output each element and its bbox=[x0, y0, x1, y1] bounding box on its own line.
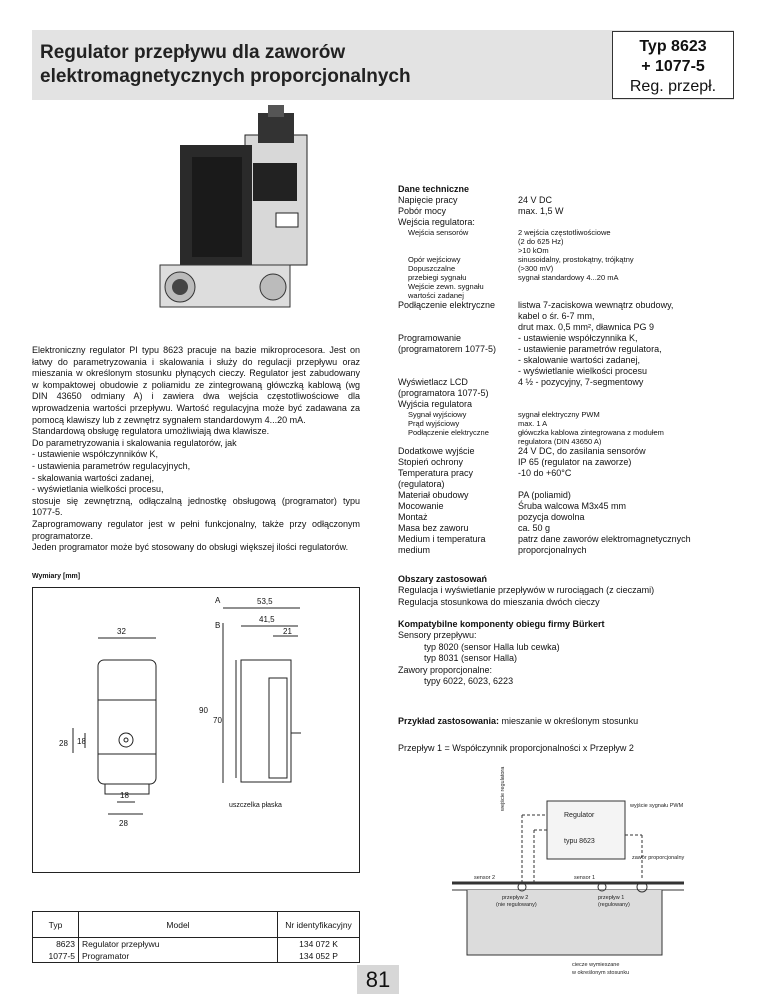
spec-label: Stopień ochrony bbox=[398, 457, 464, 467]
spec-label bbox=[398, 246, 518, 255]
col-typ: Typ bbox=[33, 912, 79, 938]
application-diagram bbox=[452, 766, 685, 980]
spec-row bbox=[398, 428, 738, 437]
diagram-mixb: w określonym stosunku bbox=[572, 970, 630, 976]
spec-row bbox=[398, 410, 738, 419]
diagram-type: typu 8623 bbox=[564, 838, 595, 845]
spec-value: sinusoidalny, prostokątny, trójkątny bbox=[518, 255, 634, 264]
spec-value: -10 do +60°C bbox=[518, 468, 572, 478]
applications: Obszary zastosowań Regulacja i wyświetlanie przepływów w rurociągach (z cieczami) Regulacja stosunkowa do mieszania dwóch cieczy bbox=[398, 574, 655, 607]
gasket-label: uszczelka płaska bbox=[229, 802, 282, 809]
spec-label: Temperatura pracy bbox=[398, 468, 474, 478]
spec-row bbox=[398, 333, 738, 344]
dim-28v: 28 bbox=[59, 739, 68, 748]
spec-value bbox=[518, 217, 738, 228]
compatible-components: Kompatybilne komponenty obiegu firmy Bürkert Sensory przepływu: typ 8020 (sensor Halla lub cewka) typ 8031 (sensor Halla) Zawory proporcjonalne: typy 6022, 6023, 6223 bbox=[398, 619, 605, 687]
dim-90: 90 bbox=[199, 706, 208, 715]
diagram-flow2b: (nie regulowany) bbox=[496, 902, 537, 908]
dim-28h: 28 bbox=[119, 819, 128, 828]
spec-row bbox=[398, 300, 738, 311]
spec-row bbox=[398, 273, 738, 282]
spec-row bbox=[398, 377, 738, 388]
spec-value: PA (poliamid) bbox=[518, 490, 571, 500]
diagram-sensor1: sensor 1 bbox=[574, 875, 596, 881]
spec-label bbox=[398, 366, 518, 377]
spec-row bbox=[398, 322, 738, 333]
spec-value bbox=[518, 388, 738, 399]
spec-label: Prąd wyjściowy bbox=[408, 419, 460, 428]
spec-label: Wejście zewn. sygnału bbox=[408, 282, 484, 291]
spec-value: 2 wejścia częstotliwościowe bbox=[518, 228, 611, 237]
spec-value: kabel o śr. 6-7 mm, bbox=[518, 311, 595, 321]
spec-value bbox=[518, 479, 738, 490]
spec-value: 24 V DC, do zasilania sensorów bbox=[518, 446, 646, 456]
dimension-drawing-box bbox=[32, 587, 360, 873]
spec-label: (regulatora) bbox=[398, 479, 445, 489]
spec-row bbox=[398, 512, 738, 523]
spec-value: max. 1 A bbox=[518, 419, 548, 428]
spec-value: proporcjonalnych bbox=[518, 545, 587, 555]
spec-row bbox=[398, 479, 738, 490]
dim-53: 53,5 bbox=[257, 597, 273, 606]
spec-row bbox=[398, 282, 738, 291]
spec-row bbox=[398, 457, 738, 468]
spec-row bbox=[398, 195, 738, 206]
spec-row bbox=[398, 490, 738, 501]
dim-label-B: B bbox=[215, 621, 221, 630]
spec-value: max. 1,5 W bbox=[518, 206, 564, 216]
spec-value bbox=[518, 291, 738, 300]
spec-label: Dodatkowe wyjście bbox=[398, 446, 475, 456]
col-model: Model bbox=[79, 912, 278, 938]
spec-label: Masa bez zaworu bbox=[398, 523, 469, 533]
dim-18h: 18 bbox=[120, 791, 129, 800]
spec-label: wartości zadanej bbox=[408, 291, 464, 300]
spec-label: medium bbox=[398, 545, 431, 555]
spec-value bbox=[518, 282, 738, 291]
spec-value: główczka kablowa zintegrowana z modułem bbox=[518, 428, 664, 437]
spec-label: Programowanie bbox=[398, 333, 462, 343]
spec-row bbox=[398, 388, 738, 399]
dim-70: 70 bbox=[213, 716, 222, 725]
spec-value: listwa 7-zaciskowa wewnątrz obudowy, bbox=[518, 300, 674, 310]
diagram-output: wyjście sygnału PWM bbox=[630, 803, 684, 809]
dim-41: 41,5 bbox=[259, 615, 275, 624]
dimension-drawing bbox=[33, 588, 359, 872]
spec-value: (>300 mV) bbox=[518, 264, 554, 273]
ratio-formula: Przepływ 1 = Współczynnik proporcjonalności x Przepływ 2 bbox=[398, 743, 634, 753]
spec-row bbox=[398, 255, 738, 264]
diagram-regulator: Regulator bbox=[564, 812, 595, 819]
spec-label bbox=[398, 437, 518, 446]
spec-row bbox=[398, 311, 738, 322]
dim-label-A: A bbox=[215, 596, 221, 605]
spec-row bbox=[398, 206, 738, 217]
spec-value: - skalowanie wartości zadanej, bbox=[518, 355, 641, 365]
spec-label: (programatora 1077-5) bbox=[398, 388, 489, 398]
spec-value: sygnał elektryczny PWM bbox=[518, 410, 600, 419]
spec-label bbox=[398, 322, 518, 333]
page-number: 81 bbox=[357, 965, 399, 994]
spec-value: - wyświetlanie wielkości procesu bbox=[518, 366, 648, 376]
spec-row bbox=[398, 246, 738, 255]
application-example: Przykład zastosowania: mieszanie w określonym stosunku bbox=[398, 716, 639, 726]
specs-heading: Dane techniczne bbox=[398, 184, 470, 194]
spec-row bbox=[398, 501, 738, 512]
spec-row bbox=[398, 264, 738, 273]
spec-value: pozycja dowolna bbox=[518, 512, 585, 522]
spec-value: drut max. 0,5 mm², dławnica PG 9 bbox=[518, 322, 655, 332]
diagram-mix: ciecze wymieszane bbox=[572, 962, 620, 968]
spec-value: regulatora (DIN 43650 A) bbox=[518, 437, 602, 446]
spec-label: Dopuszczalne bbox=[408, 264, 456, 273]
spec-label: Wyjścia regulatora bbox=[398, 399, 472, 409]
diagram-flow1b: (regulowany) bbox=[598, 902, 630, 908]
table-row: 1077-5 Programator 134 052 P bbox=[33, 950, 360, 963]
spec-label bbox=[398, 237, 518, 246]
spec-value: - ustawienie parametrów regulatora, bbox=[518, 344, 662, 354]
spec-label: Materiał obudowy bbox=[398, 490, 469, 500]
diagram-flow1: przepływ 1 bbox=[598, 895, 625, 901]
spec-row bbox=[398, 419, 738, 428]
spec-value: sygnał standardowy 4...20 mA bbox=[518, 273, 619, 282]
spec-value: ca. 50 g bbox=[518, 523, 551, 533]
spec-row bbox=[398, 545, 738, 556]
technical-specs bbox=[398, 184, 738, 556]
spec-row bbox=[398, 399, 738, 410]
spec-label: przebiegi sygnału bbox=[408, 273, 467, 282]
spec-row bbox=[398, 228, 738, 237]
spec-value: patrz dane zaworów elektromagnetycznych bbox=[518, 534, 691, 544]
spec-row bbox=[398, 437, 738, 446]
spec-label: Wejścia regulatora: bbox=[398, 217, 475, 227]
spec-label: Opór wejściowy bbox=[408, 255, 461, 264]
spec-value bbox=[518, 399, 738, 410]
description-text: Elektroniczny regulator PI typu 8623 pracuje na bazie mikroprocesora. Jest on łatwy do parametryzowania i skalowania i służy do regulacji przepływu oraz mieszania w określonym stosunku płynących cieczy. Regulator jest zabudowany w kompaktowej obudowie z poliamidu ze zintegrowaną główczką kablową (wg DIN 43650 odmiany A) i zawiera dwa wejścia częstotliwościowe dla wprowadzenia wartości przepływu. Wartość regulacyjna może być zadawana za pomocą klawiszy lub z zewnętrz sygnałem standardowym 4...20 mA. Standardową obsługę regulatora umożliwiają dwa klawisze. Do parametryzowania i skalowania regulatorów, jak - ustawienie współczynników K, - ustawienia parametrów regulacyjnych, - skalowania wartości zadanej, - wyświetlania wielkości procesu, stosuje się zewnętrzną, odłączalną jednostkę obsługową (programator) typu 1077-5. Zaprogramowany regulator jest w pełni funkcjonalny, także przy odłączonym programatorze. Jeden programator może być stosowany do obsługi większej ilości regulatorów. bbox=[32, 345, 360, 553]
spec-value: >10 kOm bbox=[518, 246, 549, 255]
spec-value: 24 V DC bbox=[518, 195, 553, 205]
spec-row bbox=[398, 523, 738, 534]
spec-label: Podłączenie elektryczne bbox=[398, 300, 496, 310]
spec-value: Śruba walcowa M3x45 mm bbox=[518, 501, 627, 511]
parts-table bbox=[32, 911, 360, 963]
dimensions-label: Wymiary [mm] bbox=[32, 573, 81, 580]
diagram-inputs: wejście regulatora bbox=[500, 766, 506, 811]
spec-label: Napięcie pracy bbox=[398, 195, 458, 205]
spec-row bbox=[398, 446, 738, 457]
page-title: Regulator przepływu dla zaworów elektromagnetycznych proporcjonalnych bbox=[40, 42, 411, 87]
spec-row bbox=[398, 468, 738, 479]
spec-row bbox=[398, 355, 738, 366]
spec-label: Pobór mocy bbox=[398, 206, 447, 216]
spec-label: Medium i temperatura bbox=[398, 534, 486, 544]
col-id: Nr identyfikacyjny bbox=[278, 912, 360, 938]
spec-value: - ustawienie współczynnika K, bbox=[518, 333, 638, 343]
diagram-valve: zawór proporcjonalny bbox=[632, 855, 685, 861]
spec-label: Wyświetlacz LCD bbox=[398, 377, 468, 387]
dim-32: 32 bbox=[117, 627, 126, 636]
spec-row bbox=[398, 237, 738, 246]
spec-label: Wejścia sensorów bbox=[408, 228, 469, 237]
spec-row bbox=[398, 534, 738, 545]
spec-value: IP 65 (regulator na zaworze) bbox=[518, 457, 632, 467]
dim-21: 21 bbox=[283, 627, 292, 636]
table-row: 8623 Regulator przepływu 134 072 K bbox=[33, 938, 360, 951]
spec-label: Podłączenie elektryczne bbox=[408, 428, 489, 437]
spec-row bbox=[398, 344, 738, 355]
diagram-sensor2: sensor 2 bbox=[474, 875, 496, 881]
spec-label: Mocowanie bbox=[398, 501, 444, 511]
spec-label bbox=[398, 311, 518, 322]
spec-label: Montaż bbox=[398, 512, 428, 522]
dim-18v: 18 bbox=[77, 737, 86, 746]
spec-row bbox=[398, 291, 738, 300]
product-photo bbox=[130, 105, 330, 315]
spec-label: Sygnał wyjściowy bbox=[408, 410, 467, 419]
spec-row bbox=[398, 217, 738, 228]
spec-row bbox=[398, 366, 738, 377]
spec-value: 4 ½ - pozycyjny, 7-segmentowy bbox=[518, 377, 644, 387]
spec-value: (2 do 625 Hz) bbox=[518, 237, 564, 246]
diagram-flow2: przepływ 2 bbox=[502, 895, 529, 901]
type-box: Typ 8623 + 1077-5 Reg. przepł. bbox=[612, 31, 734, 99]
spec-label bbox=[398, 355, 518, 366]
spec-label: (programatorem 1077-5) bbox=[398, 344, 497, 354]
